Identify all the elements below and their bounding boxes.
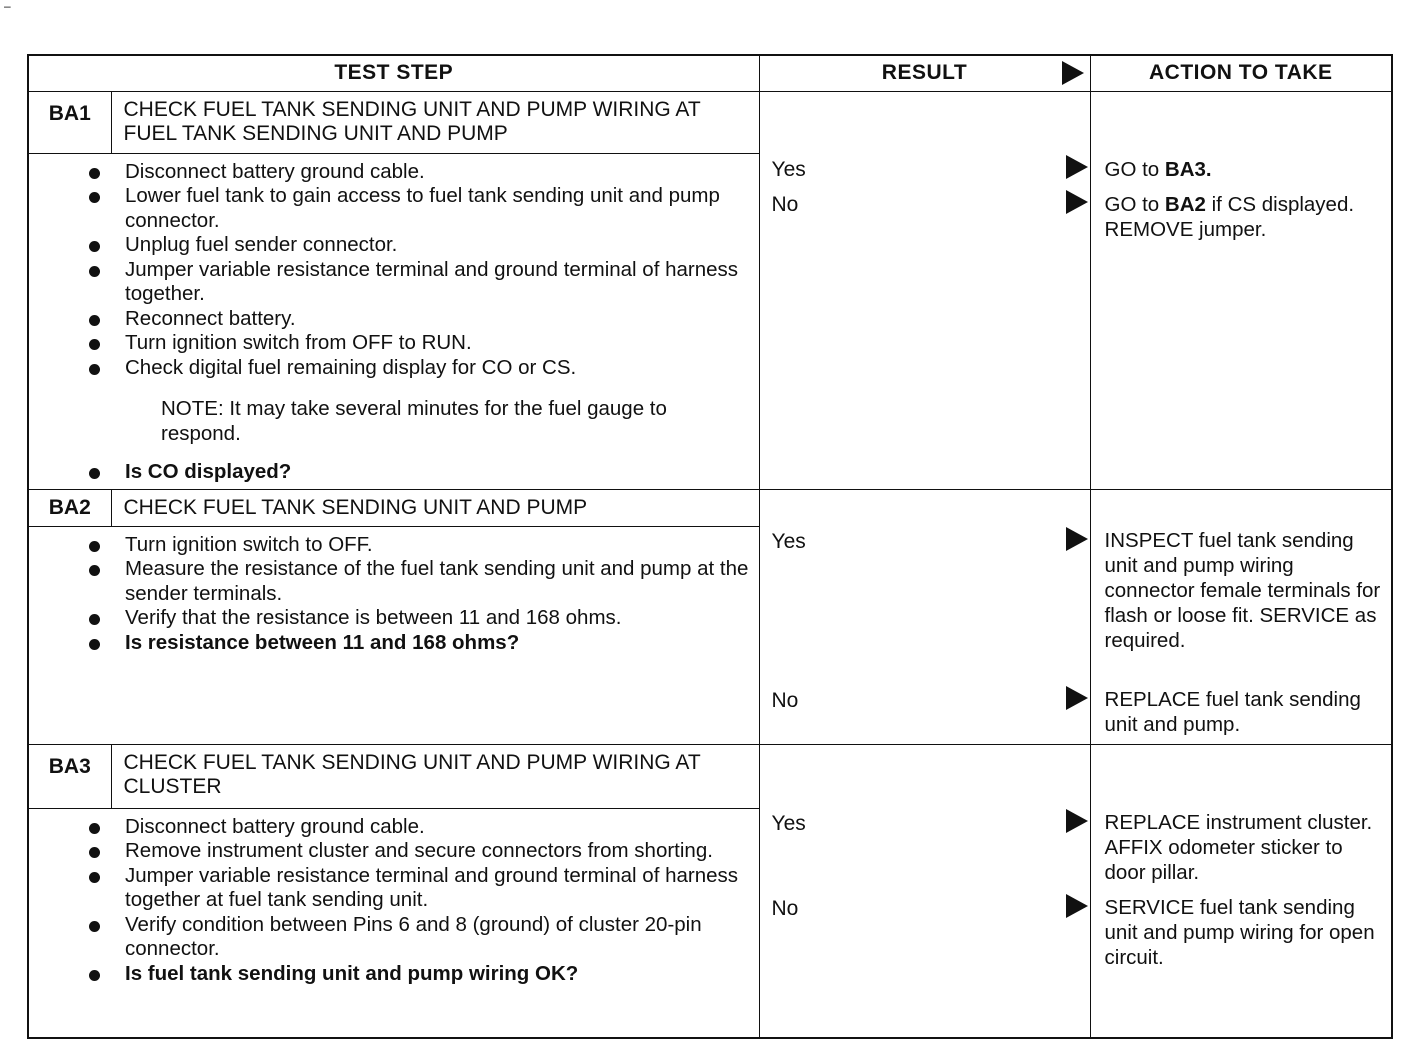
action-step-ref: BA2 (1164, 192, 1206, 216)
list-item (125, 307, 751, 332)
list-item-text: Reconnect battery. (125, 306, 296, 330)
result-yes (772, 530, 1090, 554)
bullet-icon (89, 192, 100, 203)
step-ba2-title-row (28, 489, 1392, 526)
bullet-icon (89, 614, 100, 625)
step-ba2-results (759, 489, 1090, 744)
action-text: SERVICE fuel tank sending unit and pump wiring for open circuit. (1104, 895, 1375, 969)
step-question (125, 962, 751, 987)
step-body (28, 526, 759, 744)
list-item (125, 557, 751, 606)
list-item-text: Verify condition between Pins 6 and 8 (ground) of cluster 20-pin connector. (125, 912, 702, 960)
list-item-text: Unplug fuel sender connector. (125, 233, 398, 256)
question-text: Is fuel tank sending unit and pump wiring OK? (125, 961, 579, 985)
bullet-icon (89, 339, 100, 350)
list-item-text: Verify that the resistance is between 11 and 168 ohms. (125, 606, 622, 629)
bullet-icon (89, 565, 100, 576)
result-yes (772, 812, 1090, 836)
bullet-icon (89, 639, 100, 650)
result-label: Yes (771, 811, 806, 835)
arrow-right-icon (1066, 190, 1088, 214)
bullet-icon (89, 168, 100, 179)
question-text: Is CO displayed? (125, 460, 292, 483)
arrow-right-icon (1066, 527, 1088, 551)
result-no (772, 193, 1090, 217)
list-item (125, 160, 751, 185)
list-item (125, 839, 751, 864)
list-item-text: Disconnect battery ground cable. (125, 159, 425, 183)
list-item (125, 864, 751, 913)
list-item (125, 533, 751, 558)
action-text (1105, 157, 1382, 182)
result-label: Yes (771, 157, 806, 181)
bullet-icon (89, 872, 100, 883)
list-item-text: Lower fuel tank to gain access to fuel tank sending unit and pump connector. (125, 184, 720, 232)
bullet-icon (89, 315, 100, 326)
bullet-icon (89, 266, 100, 277)
list-item-text: Measure the resistance of the fuel tank sending unit and pump at the sender terminals. (125, 557, 749, 605)
action-step-ref: BA3. (1164, 157, 1212, 181)
result-label: No (771, 688, 799, 712)
list-item (125, 356, 751, 381)
bullet-icon (89, 970, 100, 981)
bullet-icon (89, 468, 100, 479)
list-item (125, 815, 751, 840)
action-text-part: GO to (1104, 192, 1165, 216)
result-header (759, 55, 1090, 91)
action-text: INSPECT fuel tank sending unit and pump wiring connector female terminals for flash or loose fit. SERVICE as required. (1104, 528, 1381, 652)
diagnostic-table (27, 54, 1393, 1039)
step-question (125, 631, 751, 656)
arrow-right-icon (1066, 155, 1088, 179)
step-list (29, 154, 759, 381)
bullet-icon (89, 364, 100, 375)
list-item (125, 331, 751, 356)
list-item-text: Jumper variable resistance terminal and ground terminal of harness together at fuel tank sending unit. (125, 863, 739, 911)
list-item-text: Turn ignition switch from OFF to RUN. (125, 331, 472, 354)
list-item-text: Turn ignition switch to OFF. (125, 532, 373, 556)
result-no (772, 897, 1090, 921)
page-mark: – (4, 0, 11, 13)
step-question (125, 460, 751, 485)
arrow-right-icon (1062, 61, 1084, 85)
result-header-label: RESULT (881, 61, 968, 85)
step-list (29, 809, 759, 987)
step-body (28, 153, 759, 489)
test-step-header: TEST STEP (28, 55, 759, 91)
list-item (125, 184, 751, 233)
step-ba1-results (759, 91, 1090, 489)
action-text-part: GO to (1104, 157, 1165, 181)
step-id: BA1 (28, 91, 111, 153)
step-title: CHECK FUEL TANK SENDING UNIT AND PUMP (111, 489, 759, 526)
step-body (28, 808, 759, 1038)
action-header: ACTION TO TAKE (1090, 55, 1392, 91)
step-ba1-actions (1090, 91, 1392, 489)
bullet-icon (89, 241, 100, 252)
step-ba2-actions (1090, 489, 1392, 744)
list-item (125, 913, 751, 962)
list-item-text: Check digital fuel remaining display for CO or CS. (125, 355, 577, 379)
action-text-part: if CS displayed. REMOVE jumper. (1104, 192, 1355, 241)
list-item (125, 606, 751, 631)
list-item-text: Disconnect battery ground cable. (125, 814, 425, 838)
step-question-list (29, 460, 759, 485)
question-text: Is resistance between 11 and 168 ohms? (125, 630, 520, 654)
step-id: BA2 (28, 489, 111, 526)
step-list (29, 527, 759, 656)
step-title: CHECK FUEL TANK SENDING UNIT AND PUMP WIRING AT CLUSTER (111, 744, 759, 808)
table-header-row (28, 55, 1392, 91)
arrow-right-icon (1066, 809, 1088, 833)
step-ba3-title-row (28, 744, 1392, 808)
bullet-icon (89, 823, 100, 834)
bullet-icon (89, 541, 100, 552)
step-ba3-results (759, 744, 1090, 1038)
step-note: NOTE: It may take several minutes for the fuel gauge to respond. (161, 397, 667, 445)
action-text (1105, 192, 1382, 242)
list-item (125, 258, 751, 307)
result-label: No (771, 896, 799, 920)
bullet-icon (89, 921, 100, 932)
result-label: Yes (771, 529, 806, 553)
step-ba1-title-row (28, 91, 1392, 153)
arrow-right-icon (1066, 686, 1088, 710)
list-item (125, 233, 751, 258)
list-item-text: Jumper variable resistance terminal and ground terminal of harness together. (125, 257, 739, 305)
step-id: BA3 (28, 744, 111, 808)
step-ba3-actions (1090, 744, 1392, 1038)
arrow-right-icon (1066, 894, 1088, 918)
list-item-text: Remove instrument cluster and secure connectors from shorting. (125, 839, 713, 862)
step-title: CHECK FUEL TANK SENDING UNIT AND PUMP WIRING AT FUEL TANK SENDING UNIT AND PUMP (111, 91, 759, 153)
action-text: REPLACE fuel tank sending unit and pump. (1104, 687, 1361, 736)
result-no (772, 689, 1090, 713)
result-label: No (771, 192, 799, 216)
result-yes (772, 158, 1090, 182)
action-text: REPLACE instrument cluster. AFFIX odometer sticker to door pillar. (1104, 810, 1373, 884)
bullet-icon (89, 847, 100, 858)
